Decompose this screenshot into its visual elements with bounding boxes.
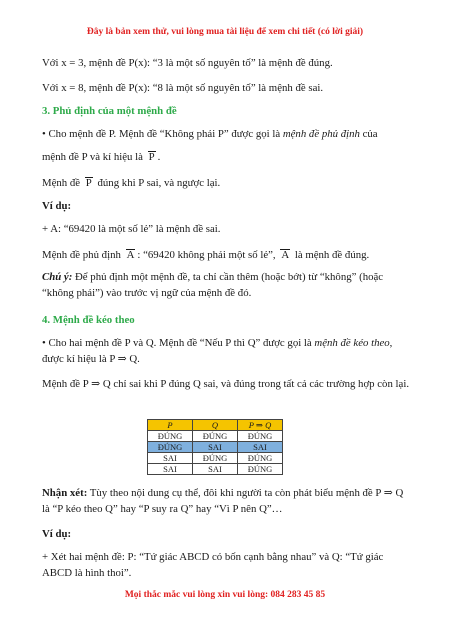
- p-bar-symbol: P: [85, 177, 92, 189]
- example-label: Ví dụ:: [42, 200, 72, 212]
- truth-table: [147, 419, 283, 475]
- table-cell: SAI: [193, 464, 238, 475]
- table-cell: SAI: [193, 442, 238, 453]
- table-row-highlighted: [148, 442, 283, 453]
- header-implication: P ⇒ Q: [238, 420, 283, 431]
- table-cell: SAI: [238, 442, 283, 453]
- note-paragraph: Chú ý: Để phủ định một mệnh đề, ta chỉ cần thêm (hoặc bớt) từ “không” (hoặc “không phải”) vào trước vị ngữ của mệnh đề đó.: [42, 271, 384, 299]
- implication-definition: • Cho hai mệnh đề P và Q. Mệnh đề “Nếu P thì Q” được gọi là mệnh đề kéo theo, được kí hiệu là P ⇒ Q.: [42, 337, 393, 365]
- table-row: [148, 453, 283, 464]
- example-a-negation: Mệnh đề phủ định A : “69420 không phải một số lẻ”, A là mệnh đề đúng.: [42, 249, 370, 261]
- contact-banner: Mọi thắc mắc vui lòng xin vui lòng: 084 283 45 85: [124, 590, 326, 600]
- section-heading-negation: 3. Phủ định của một mệnh đề: [42, 105, 177, 117]
- table-cell: ĐÚNG: [193, 453, 238, 464]
- example-a: + A: “69420 là một số lẻ” là mệnh đề sai.: [42, 223, 221, 235]
- table-cell: ĐÚNG: [148, 442, 193, 453]
- negation-truth-line: Mệnh đề P đúng khi P sai, và ngược lại.: [42, 177, 221, 189]
- example-line-x3: Với x = 3, mệnh đề P(x): “3 là một số nguyên tố” là mệnh đề đúng.: [42, 57, 333, 69]
- a-bar-symbol: A: [126, 249, 135, 261]
- negation-symbol-line: mệnh đề P và kí hiệu là P .: [42, 151, 161, 163]
- a-bar-symbol: A: [281, 249, 290, 261]
- table-row: [148, 464, 283, 475]
- table-cell: ĐÚNG: [238, 431, 283, 442]
- remark-paragraph: Nhận xét: Tùy theo nội dung cụ thể, đôi khi người ta còn phát biểu mệnh đề P ⇒ Q là “P kéo theo Q” hay “P suy ra Q” hay “Vì P nên Q”…: [42, 487, 404, 515]
- table-cell: ĐÚNG: [193, 431, 238, 442]
- header-p: P: [148, 420, 193, 431]
- table-row: [148, 431, 283, 442]
- example-pq: + Xét hai mệnh đề: P: “Tứ giác ABCD có bốn cạnh bằng nhau” và Q: “Tứ giác ABCD là hình thoi”.: [42, 551, 384, 579]
- example-label-2: Ví dụ:: [42, 528, 72, 540]
- header-q: Q: [193, 420, 238, 431]
- section-heading-implication: 4. Mệnh đề kéo theo: [42, 314, 135, 326]
- table-cell: ĐÚNG: [238, 453, 283, 464]
- preview-banner: Đây là bản xem thử, vui lòng mua tài liệu để xem chi tiết (có lời giải): [86, 27, 364, 37]
- table-cell: SAI: [148, 464, 193, 475]
- negation-definition: • Cho mệnh đề P. Mệnh đề “Không phải P” được gọi là mệnh đề phủ định của: [42, 128, 378, 140]
- table-cell: ĐÚNG: [148, 431, 193, 442]
- p-bar-symbol: P: [148, 151, 155, 163]
- table-cell: SAI: [148, 453, 193, 464]
- truth-table-header: [148, 420, 283, 431]
- example-line-x8: Với x = 8, mệnh đề P(x): “8 là một số nguyên tố” là mệnh đề sai.: [42, 82, 324, 94]
- table-cell: ĐÚNG: [238, 464, 283, 475]
- implication-truth-rule: Mệnh đề P ⇒ Q chỉ sai khi P đúng Q sai, và đúng trong tất cả các trường hợp còn lại.: [42, 378, 410, 390]
